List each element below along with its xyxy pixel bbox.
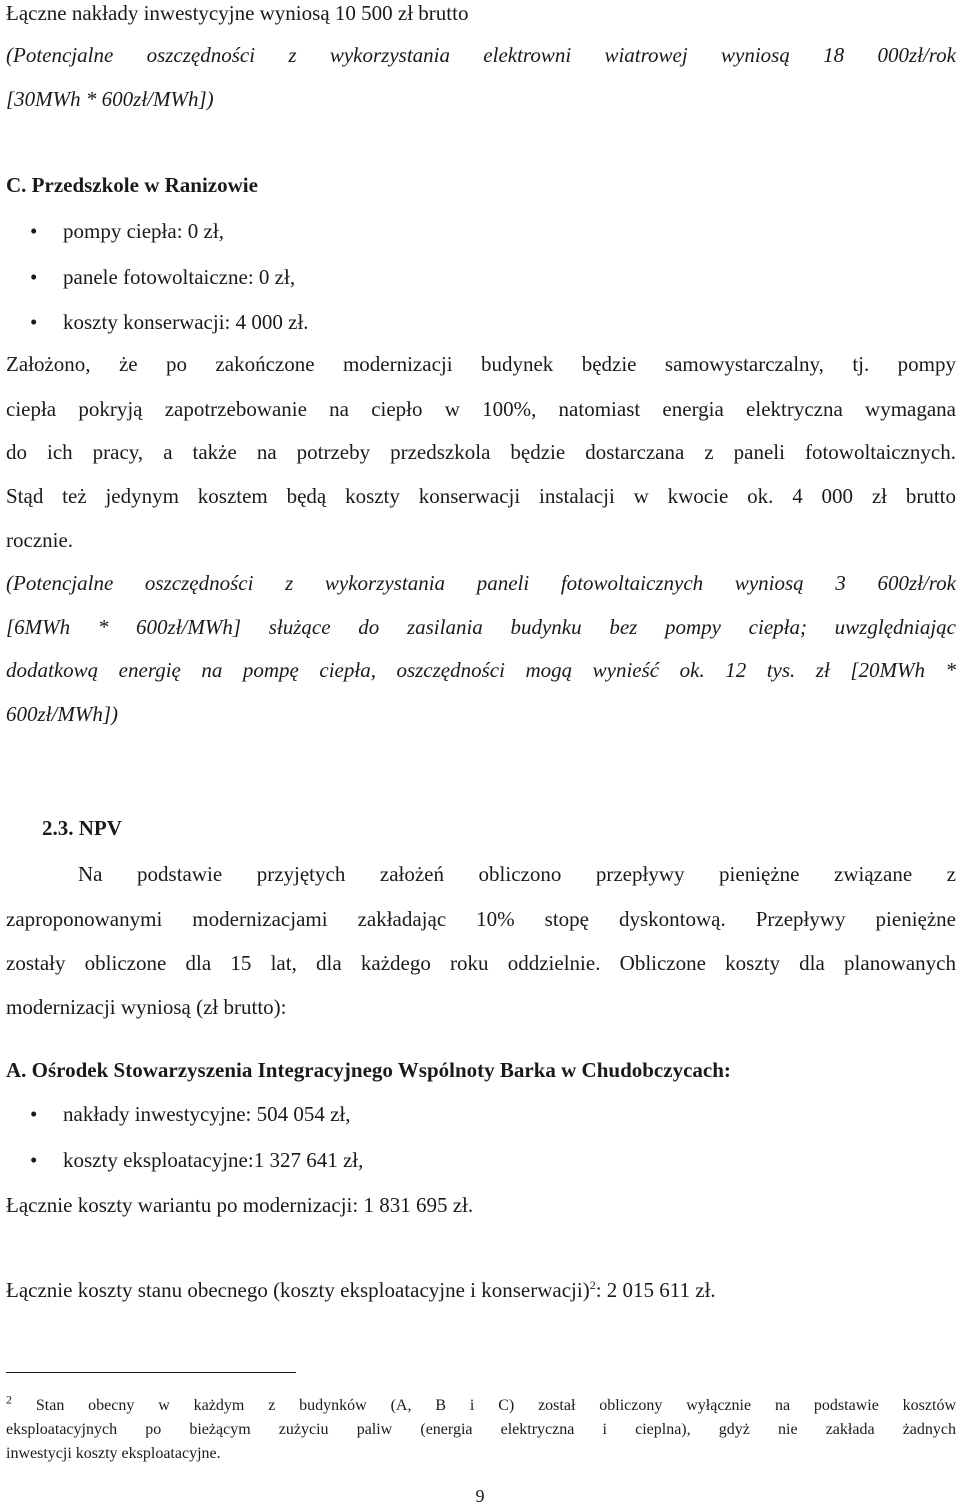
footnote-line: inwestycji koszty eksploatacyjne. <box>6 1445 221 1462</box>
bullet-icon: • <box>30 310 38 334</box>
paragraph-line: modernizacji wyniosą (zł brutto): <box>6 995 287 1019</box>
wind-savings-line: (Potencjalne oszczędności z wykorzystania elektrowni wiatrowej wyniosą 18 000zł/rok <box>6 43 956 67</box>
summary-total-line: Łączne nakłady inwestycyjne wyniosą 10 500 zł brutto <box>6 1 469 25</box>
bullet-icon: • <box>30 219 38 243</box>
page-number: 9 <box>475 1486 485 1506</box>
pv-savings-line: 600zł/MWh]) <box>6 702 118 726</box>
paragraph-line: zaproponowanymi modernizacjami zakładając 10% stopę dyskontową. Przepływy pieniężne <box>6 907 956 931</box>
bullet-icon: • <box>30 1148 38 1172</box>
bullet-icon: • <box>30 1102 38 1126</box>
footnote-separator <box>6 1372 296 1373</box>
footnote-ref[interactable]: 2 <box>589 1278 596 1292</box>
paragraph-line: Założono, że po zakończone modernizacji budynek będzie samowystarczalny, tj. pompy <box>6 352 956 376</box>
section-npv-heading: 2.3. NPV <box>42 816 122 840</box>
section-c-heading: C. Przedszkole w Ranizowie <box>6 173 258 197</box>
total-variant-line: Łącznie koszty wariantu po modernizacji: 1 831 695 zł. <box>6 1193 474 1217</box>
paragraph-line: Na podstawie przyjętych założeń obliczono przepływy pieniężne związane z <box>78 862 956 886</box>
total-current-line: Łącznie koszty stanu obecnego (koszty eksploatacyjne i konserwacji)$^2$: 2 015 611 zł. <box>6 1278 716 1302</box>
pv-savings-line: [6MWh * 600zł/MWh] służące do zasilania budynku bez pompy ciepła; uwzględniając <box>6 615 956 639</box>
footnote-line: $^2$ Stan obecny w każdym z budynków (A, B i C) został obliczony wyłącznie na podstawie kosztów <box>6 1392 956 1414</box>
paragraph-line: zostały obliczone dla 15 lat, dla każdego roku oddzielnie. Obliczone koszty dla planowanych <box>6 951 956 975</box>
paragraph-line: rocznie. <box>6 528 74 552</box>
paragraph-line: do ich pracy, a także na potrzeby przedszkola będzie dostarczana z paneli fotowoltaicznych. <box>6 440 956 464</box>
section-a-heading: A. Ośrodek Stowarzyszenia Integracyjnego Wspólnoty Barka w Chudobczycach: <box>6 1058 731 1082</box>
paragraph-line: ciepła pokryją zapotrzebowanie na ciepło w 100%, natomiast energia elektryczna wymagana <box>6 397 956 421</box>
pv-savings-line: (Potencjalne oszczędności z wykorzystania paneli fotowoltaicznych wyniosą 3 600zł/rok <box>6 571 956 595</box>
document-page: Łączne nakłady inwestycyjne wyniosą 10 500 zł brutto (Potencjalne oszczędności z wykorzystania elektrowni wiatrowej wyniosą 18 000zł/rok [30MWh * 600zł/MWh]) C. Przedszkole w Ranizowie • pompy ciepła: 0 zł, • panele fotowoltaiczne: 0 zł, • koszty konserwacji: 4 000 zł. Założono, że po zakończone modernizacji budynek będzie samowystarczalny, tj. pompy ciepła pokryją zapotrzebowanie na ciepło w 100%, natomiast energia elektryczna wymagana do ich pracy, a także na potrzeby przedszkola będzie dostarczana z paneli fotowoltaicznych. Stąd też jedynym kosztem będą koszty konserwacji instalacji w kwocie ok. 4 000 zł brutto rocznie. (Potencjalne oszczędności z wykorzystania paneli fotowoltaicznych wyniosą 3 600zł/rok [6MWh * 600zł/MWh] służące do zasilania budynku bez pompy ciepła; uwzględniając dodatkową energię na pompę ciepła, oszczędności mogą wynieść ok. 12 tys. zł [20MWh * 600zł/MWh]) 2.3. NPV Na podstawie przyjętych założeń obliczono przepływy pieniężne związane z zaproponowanymi modernizacjami zakładając 10% stopę dyskontową. Przepływy pieniężne zostały obliczone dla 15 lat, dla każdego roku oddzielnie. Obliczone koszty dla planowanych modernizacji wyniosą (zł brutto): A. Ośrodek Stowarzyszenia Integracyjnego Wspólnoty Barka w Chudobczycach: • nakłady inwestycyjne: 504 054 zł, • koszty eksploatacyjne:1 327 641 zł, Łącznie koszty wariantu po modernizacji: 1 831 695 zł. Łącznie koszty stanu obecnego (koszty eksploatacyjne i konserwacji)$^2$: 2 015 611 zł. $^2$ Stan obecny w każdym z budynków (A, B i C) został obliczony wyłącznie na podstawie kosztów eksploatacyjnych po bieżącym zużyciu paliw (energia elektryczna i cieplna), gdyż nie zakłada żadnych inwestycji koszty eksploatacyjne. 9 <box>0 0 960 1509</box>
wind-savings-line-cont: [30MWh * 600zł/MWh]) <box>6 87 214 111</box>
pv-savings-line: dodatkową energię na pompę ciepła, oszczędności mogą wynieść ok. 12 tys. zł [20MWh * <box>6 658 956 682</box>
paragraph-line: Stąd też jedynym kosztem będą koszty konserwacji instalacji w kwocie ok. 4 000 zł brutto <box>6 484 956 508</box>
footnote-marker: 2 <box>6 1392 12 1407</box>
bullet-icon: • <box>30 265 38 289</box>
footnote-line: eksploatacyjnych po bieżącym zużyciu paliw (energia elektryczna i cieplna), gdyż nie zakłada żadnych <box>6 1421 956 1438</box>
